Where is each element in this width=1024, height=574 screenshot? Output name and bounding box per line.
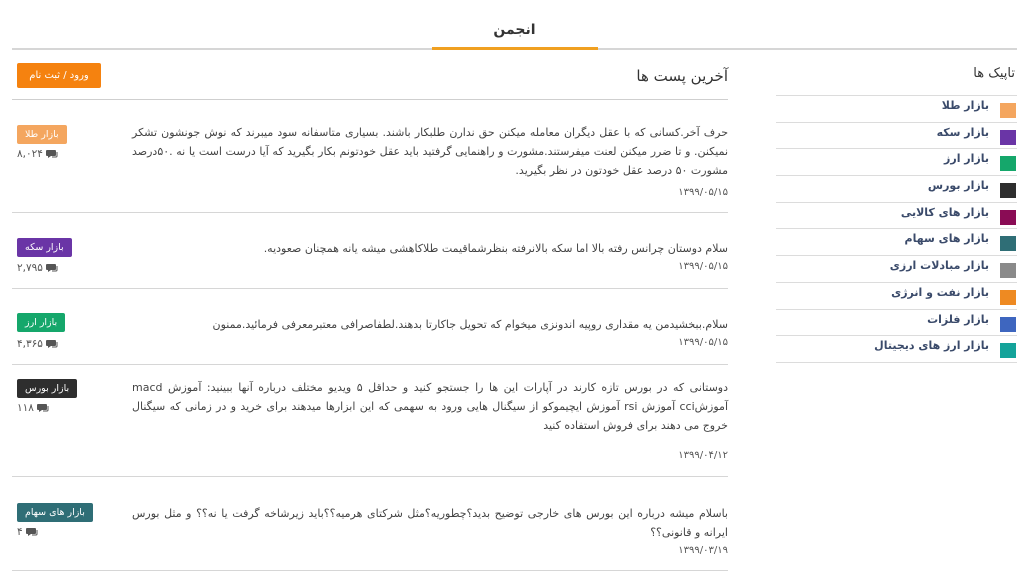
sidebar-item-stock-exchange[interactable] xyxy=(776,176,1017,203)
sidebar-item-label[interactable]: بازار نفت و انرژی xyxy=(891,285,989,299)
sidebar-item-label[interactable]: بازار بورس xyxy=(927,179,989,193)
post-topic-badge[interactable]: بازار سکه xyxy=(17,238,72,257)
post-text[interactable]: حرف آخر.کسانی که با عقل دیگران معامله میکنن حق ندارن طلبکار باشند. بسیاری متاسفانه سود میبرند که نوش جونشون تشکر نمیکنن. و تا ضرر میکنن لعنت میفرستند.مشورت و راهنمایی گرفتید باید عقل خودتونم بکار بگیرید که آیا درست است یا نه .۵۰درصد مشورت ۵۰ درصد عقل خودتون در نظر بگیرید. xyxy=(132,126,728,177)
latest-posts-title: آخرین پست ها xyxy=(636,67,728,85)
sidebar-item-crypto-market[interactable] xyxy=(776,336,1017,363)
post-date: ۱۳۹۹/۰۳/۱۹ xyxy=(678,545,728,556)
topic-color-swatch xyxy=(1000,263,1016,278)
sidebar-item-label[interactable]: بازار سکه xyxy=(936,125,989,139)
topic-color-swatch xyxy=(1000,130,1016,145)
post-date: ۱۳۹۹/۰۴/۱۲ xyxy=(678,450,728,461)
post-text[interactable]: سلام دوستان چرانس رفته بالا اما سکه بالانرفته بنظرشماقیمت طلاکاهشی میشه یانه همچنان صعودیه. xyxy=(263,242,728,255)
sidebar-item-label[interactable]: بازار مبادلات ارزی xyxy=(889,259,989,273)
topic-color-swatch xyxy=(1000,290,1016,305)
sidebar-item-coin-market[interactable] xyxy=(776,123,1017,150)
topic-list xyxy=(776,96,1017,363)
sidebar-item-gold-market[interactable] xyxy=(776,96,1017,123)
comments-icon xyxy=(26,527,38,537)
topic-color-swatch xyxy=(1000,210,1016,225)
sidebar-item-label[interactable]: بازار طلا xyxy=(941,99,989,112)
comments-icon xyxy=(46,149,58,159)
post-date: ۱۳۹۹/۰۵/۱۵ xyxy=(678,261,728,272)
topic-color-swatch xyxy=(1000,236,1016,251)
post-text[interactable]: دوستانی که در بورس تازه کارند در آپارات این ها را جستجو کنید و حداقل ۵ ویدیو مختلف درباره آنها ببینید: آموزش macd آموزشcci آموزش rsi آموزش ایچیموکو از سیگنال هایی ورود به سهمی که این ابزارها میدهند برای خرید و در زمانی که سیگنال خروج می دهند برای فروش استفاده کنید xyxy=(132,381,728,432)
reply-count-value: ۱۱۸ xyxy=(17,402,34,414)
sidebar-item-label[interactable]: بازار فلزات xyxy=(927,312,989,326)
latest-posts-header xyxy=(12,58,728,100)
reply-count xyxy=(17,526,38,538)
topic-color-swatch xyxy=(1000,183,1016,198)
topic-color-swatch xyxy=(1000,343,1016,358)
topic-color-swatch xyxy=(1000,317,1016,332)
reply-count-value: ۴,۳۶۵ xyxy=(17,338,43,350)
topic-color-swatch xyxy=(1000,103,1016,118)
page-header xyxy=(12,0,1017,50)
reply-count xyxy=(17,262,58,274)
sidebar-item-currency-market[interactable] xyxy=(776,149,1017,176)
sidebar-item-metals-market[interactable] xyxy=(776,310,1017,337)
topics-sidebar xyxy=(776,58,1017,363)
post-date: ۱۳۹۹/۰۵/۱۵ xyxy=(678,337,728,348)
post-topic-badge[interactable]: بازار بورس xyxy=(17,379,77,398)
reply-count-value: ۲,۷۹۵ xyxy=(17,262,43,274)
sidebar-item-label[interactable]: بازار ارز های دیجیتال xyxy=(874,339,989,353)
post-topic-badge[interactable]: بازار طلا xyxy=(17,125,67,144)
post-topic-badge[interactable]: بازار های سهام xyxy=(17,503,93,522)
latest-posts xyxy=(12,58,728,571)
page-title: انجمن xyxy=(493,22,536,38)
sidebar-item-oil-energy-market[interactable] xyxy=(776,283,1017,310)
post-item[interactable] xyxy=(12,289,728,365)
post-topic-badge[interactable]: بازار ارز xyxy=(17,313,65,332)
reply-count-value: ۸,۰۲۴ xyxy=(17,148,43,160)
sidebar-item-label[interactable]: بازار های کالایی xyxy=(900,205,989,219)
post-text[interactable]: باسلام میشه درباره این بورس های خارجی توضیح بدید؟چطوریه؟مثل شرکتای هرمیه؟؟باید زیرشاخه گرفت یا نه؟؟ و مثل بورس ایرانه و قانونی؟؟ xyxy=(132,507,728,539)
post-item[interactable] xyxy=(12,100,728,213)
reply-count-value: ۴ xyxy=(17,526,23,538)
comments-icon xyxy=(46,339,58,349)
reply-count xyxy=(17,338,58,350)
reply-count xyxy=(17,402,49,414)
post-item[interactable] xyxy=(12,477,728,571)
post-text[interactable]: سلام.ببخشیدمن یه مقداری روپیه اندونزی میخوام که تحویل جاکارتا بدهند.لطفاصرافی معتبرمعرفی فرمائید.ممنون xyxy=(212,318,728,331)
sidebar-item-label[interactable]: بازار ارز xyxy=(944,152,989,166)
comments-icon xyxy=(46,263,58,273)
post-item[interactable] xyxy=(12,365,728,477)
post-date: ۱۳۹۹/۰۵/۱۵ xyxy=(678,187,728,198)
title-underline xyxy=(432,47,598,50)
sidebar-item-commodity-markets[interactable] xyxy=(776,203,1017,230)
reply-count xyxy=(17,148,58,160)
post-item[interactable] xyxy=(12,213,728,289)
topic-color-swatch xyxy=(1000,156,1016,171)
login-register-button[interactable]: ورود / ثبت نام xyxy=(17,63,101,88)
sidebar-item-label[interactable]: بازار های سهام xyxy=(904,232,989,246)
comments-icon xyxy=(37,403,49,413)
sidebar-item-forex-market[interactable] xyxy=(776,256,1017,283)
sidebar-item-stock-markets[interactable] xyxy=(776,229,1017,256)
sidebar-title: تاپیک ها xyxy=(776,58,1017,96)
